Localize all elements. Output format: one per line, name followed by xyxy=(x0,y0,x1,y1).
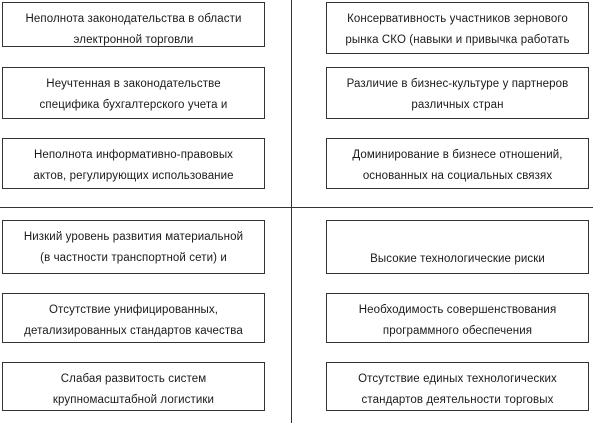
factor-box-left-4 xyxy=(2,220,265,274)
factor-text: Различие в бизнес-культуре у партнеров xyxy=(346,78,569,90)
factor-text: крупномасштабной логистики xyxy=(52,394,215,406)
factor-text: Неполнота информативно-правовых xyxy=(33,149,234,161)
factor-text: рынка СКО (навыки и привычка работать xyxy=(345,34,570,46)
factor-text: специфика бухгалтерского учета и xyxy=(39,99,228,111)
factor-text: стандартов деятельности торговых xyxy=(361,394,554,406)
factor-box-left-3 xyxy=(2,138,265,189)
factor-box-right-4 xyxy=(326,220,589,274)
factor-text: Высокие технологические риски xyxy=(370,253,545,265)
factor-text: Отсутствие унифицированных, xyxy=(48,304,219,316)
factor-text: Неучтенная в законодательстве xyxy=(46,78,221,90)
factor-text: программного обеспечения xyxy=(382,325,533,337)
horizontal-divider xyxy=(0,207,593,208)
factor-text: актов, регулирующих использование xyxy=(33,170,234,182)
factor-box-left-1 xyxy=(2,2,265,47)
factor-text: Доминирование в бизнесе отношений, xyxy=(352,149,563,161)
factor-text: Необходимость совершенствования xyxy=(358,304,557,316)
factor-box-right-6 xyxy=(326,362,589,411)
factor-box-right-5 xyxy=(326,293,589,343)
factor-text: Низкий уровень развития материальной xyxy=(23,231,244,243)
factor-text: Слабая развитость систем xyxy=(60,373,207,385)
factor-box-left-2 xyxy=(2,67,265,119)
factor-text: различных стран xyxy=(411,99,504,111)
factor-box-right-1 xyxy=(326,2,589,54)
factor-box-left-5 xyxy=(2,293,265,343)
factor-text: Неполнота законодательства в области xyxy=(25,13,242,25)
factor-box-right-2 xyxy=(326,67,589,119)
factor-text: Консервативность участников зернового xyxy=(347,13,568,25)
factor-text: Отсутствие единых технологических xyxy=(358,373,557,385)
factor-text: (в частности транспортной сети) и xyxy=(40,252,227,264)
factor-text: электронной торговли xyxy=(73,34,194,46)
factor-text: детализированных стандартов качества xyxy=(24,325,243,337)
factor-box-right-3 xyxy=(326,138,589,189)
vertical-divider xyxy=(291,0,292,423)
factor-text: основанных на социальных связях xyxy=(362,170,553,182)
factor-box-left-6 xyxy=(2,362,265,411)
